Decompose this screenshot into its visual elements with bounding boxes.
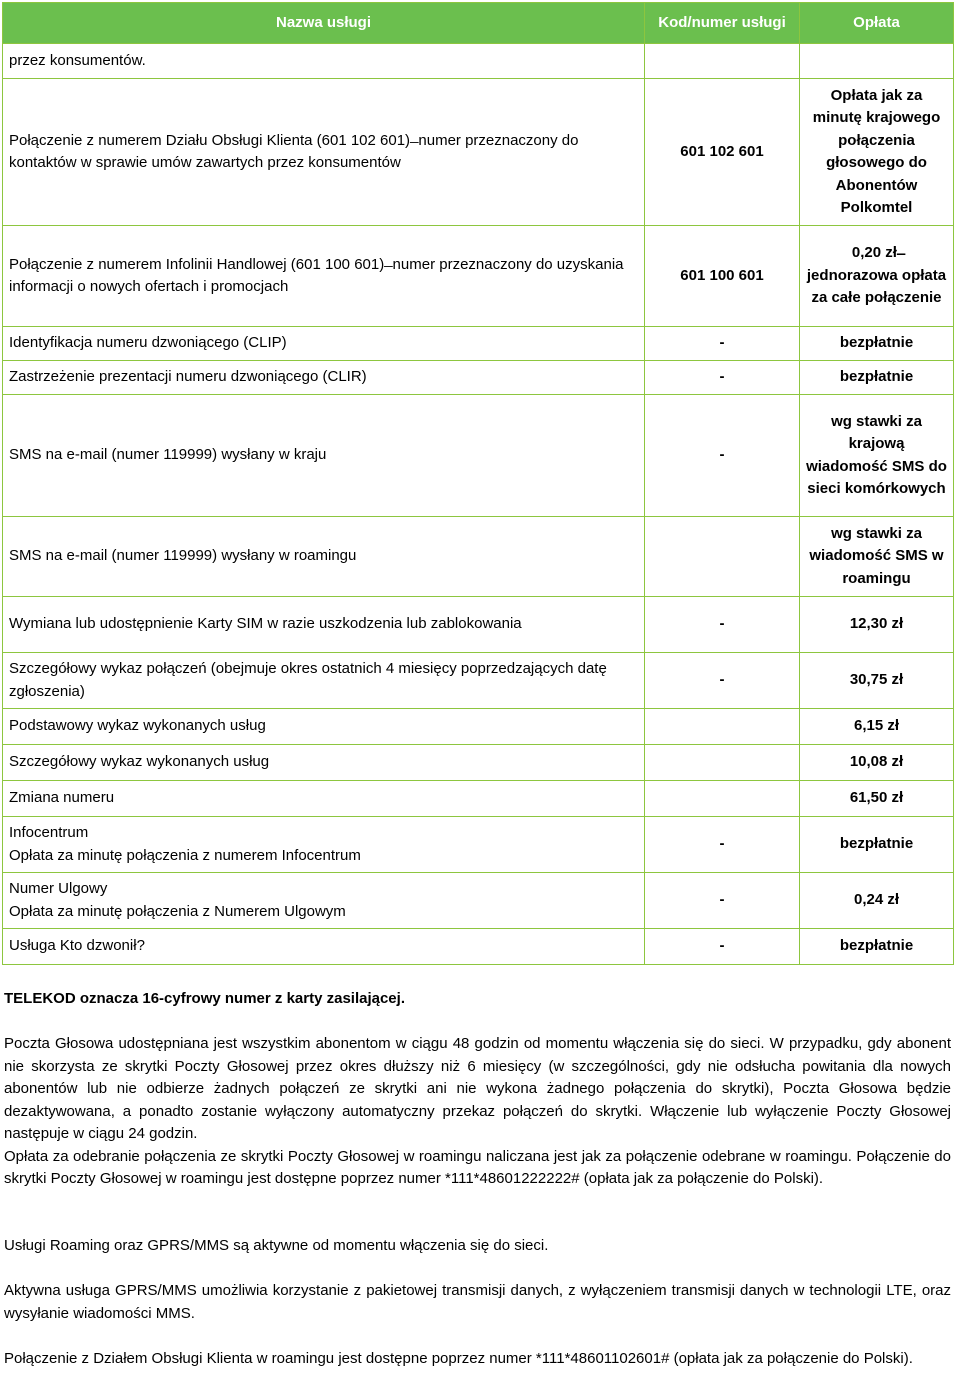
note-voicemail-1: Poczta Głosowa udostępniana jest wszystkim abonentom w ciągu 48 godzin od momentu włączenia się do sieci. W przypadku, gdy abonent nie skorzysta ze skrytki Poczty Głosowej przez okres dłuższy niż 6 miesięcy (w szczególności, gdy nie odsłucha powitania dla nowych abonentów lub nie odbierze żadnych połączeń ze skrytki ani nie wykona żadnego połączenia do skrytki), Poczta Głosowa będzie dezaktywowana, a ponadto zostanie wyłączony automatyczny przekaz połączeń do skrytki. Włączenie lub wyłączenie Poczty Głosowej następuje w ciągu 24 godzin. — [4, 1035, 951, 1142]
row-code: - — [645, 653, 800, 709]
note-bok: Połączenie z Działem Obsługi Klienta w roamingu jest dostępne poprzez numer *111*48601102601# (opłata jak za połączenie do Polski). — [4, 1350, 913, 1367]
row-fee — [800, 44, 954, 79]
row-code: - — [645, 395, 800, 517]
row-name: Połączenie z numerem Infolinii Handlowej (601 100 601) ̶ numer przeznaczony do uzyskania informacji o nowych ofertach i promocjach — [3, 226, 645, 327]
table-row — [3, 327, 954, 361]
table-row — [3, 709, 954, 745]
note-telekod: TELEKOD oznacza 16-cyfrowy numer z karty zasilającej. — [4, 990, 405, 1007]
table-row — [3, 817, 954, 873]
note-telekod-block — [4, 988, 951, 1011]
row-code: - — [645, 327, 800, 361]
table-row — [3, 226, 954, 327]
row-name — [3, 817, 645, 873]
note-roaming: Usługi Roaming oraz GPRS/MMS są aktywne od momentu włączenia się do sieci. — [4, 1237, 549, 1254]
row-name: przez konsumentów. — [3, 44, 645, 79]
table-row — [3, 79, 954, 226]
row-code — [645, 745, 800, 781]
row-code: - — [645, 873, 800, 929]
table-row — [3, 653, 954, 709]
row-fee: 6,15 zł — [800, 709, 954, 745]
note-bok-block — [4, 1348, 951, 1371]
row-fee: bezpłatnie — [800, 929, 954, 965]
row-name: Wymiana lub udostępnienie Karty SIM w razie uszkodzenia lub zablokowania — [3, 597, 645, 653]
note-gprs-block — [4, 1280, 951, 1325]
row-name-line2: Opłata za minutę połączenia z Numerem Ulgowym — [9, 902, 346, 920]
row-fee: wg stawki za krajową wiadomość SMS do sieci komórkowych — [800, 395, 954, 517]
note-voicemail-block — [4, 1033, 951, 1191]
row-fee: 0,24 zł — [800, 873, 954, 929]
row-code — [645, 517, 800, 597]
row-code: 601 100 601 — [645, 226, 800, 327]
row-code — [645, 709, 800, 745]
row-name: Identyfikacja numeru dzwoniącego (CLIP) — [3, 327, 645, 361]
row-code: - — [645, 597, 800, 653]
row-name-line1: Infocentrum — [9, 824, 89, 841]
row-fee: 30,75 zł — [800, 653, 954, 709]
table-row — [3, 597, 954, 653]
row-fee: bezpłatnie — [800, 361, 954, 395]
row-code: 601 102 601 — [645, 79, 800, 226]
row-name: Połączenie z numerem Działu Obsługi Klienta (601 102 601) ̶ numer przeznaczony do kontaktów w sprawie umów zawartych przez konsumentów — [3, 79, 645, 226]
row-code — [645, 44, 800, 79]
table-row — [3, 929, 954, 965]
tariff-table — [2, 2, 954, 965]
row-name: Szczegółowy wykaz wykonanych usług — [3, 745, 645, 781]
row-name: Zastrzeżenie prezentacji numeru dzwoniącego (CLIR) — [3, 361, 645, 395]
row-fee: bezpłatnie — [800, 327, 954, 361]
row-code — [645, 781, 800, 817]
table-row — [3, 44, 954, 79]
row-fee: 12,30 zł — [800, 597, 954, 653]
table-row — [3, 361, 954, 395]
row-name: SMS na e-mail (numer 119999) wysłany w roamingu — [3, 517, 645, 597]
row-fee: 10,08 zł — [800, 745, 954, 781]
note-roaming-block — [4, 1235, 951, 1258]
row-fee: bezpłatnie — [800, 817, 954, 873]
table-row — [3, 781, 954, 817]
header-fee: Opłata — [800, 3, 954, 44]
table-row — [3, 517, 954, 597]
table-row — [3, 873, 954, 929]
header-service-name: Nazwa usługi — [3, 3, 645, 44]
header-service-code: Kod/numer usługi — [645, 3, 800, 44]
row-fee: Opłata jak za minutę krajowego połączenia głosowego do Abonentów Polkomtel — [800, 79, 954, 226]
row-name: Zmiana numeru — [3, 781, 645, 817]
row-fee: wg stawki za wiadomość SMS w roamingu — [800, 517, 954, 597]
row-fee: 0,20 zł ̶ jednorazowa opłata za całe połączenie — [800, 226, 954, 327]
table-header-row — [3, 3, 954, 44]
row-name-line2: Opłata za minutę połączenia z numerem Infocentrum — [9, 846, 361, 864]
row-name — [3, 873, 645, 929]
row-name: SMS na e-mail (numer 119999) wysłany w kraju — [3, 395, 645, 517]
row-code: - — [645, 929, 800, 965]
note-voicemail-2: Opłata za odebranie połączenia ze skrytki Poczty Głosowej w roamingu naliczana jest jak za połączenie odebrane w roamingu. Połączenie do skrytki Poczty Głosowej w roamingu jest dostępne poprzez numer *111*48601222222# (opłata jak za połączenie do Polski). — [4, 1147, 951, 1187]
table-row — [3, 745, 954, 781]
row-name: Szczegółowy wykaz połączeń (obejmuje okres ostatnich 4 miesięcy poprzedzających datę zgłoszenia) — [3, 653, 645, 709]
row-name: Usługa Kto dzwonił? — [3, 929, 645, 965]
note-gprs: Aktywna usługa GPRS/MMS umożliwia korzystanie z pakietowej transmisji danych, z wyłączeniem transmisji danych w technologii LTE, oraz wysyłanie wiadomości MMS. — [4, 1282, 951, 1322]
row-name: Podstawowy wykaz wykonanych usług — [3, 709, 645, 745]
row-fee: 61,50 zł — [800, 781, 954, 817]
row-name-line1: Numer Ulgowy — [9, 880, 108, 897]
table-row — [3, 395, 954, 517]
row-code: - — [645, 817, 800, 873]
row-code: - — [645, 361, 800, 395]
